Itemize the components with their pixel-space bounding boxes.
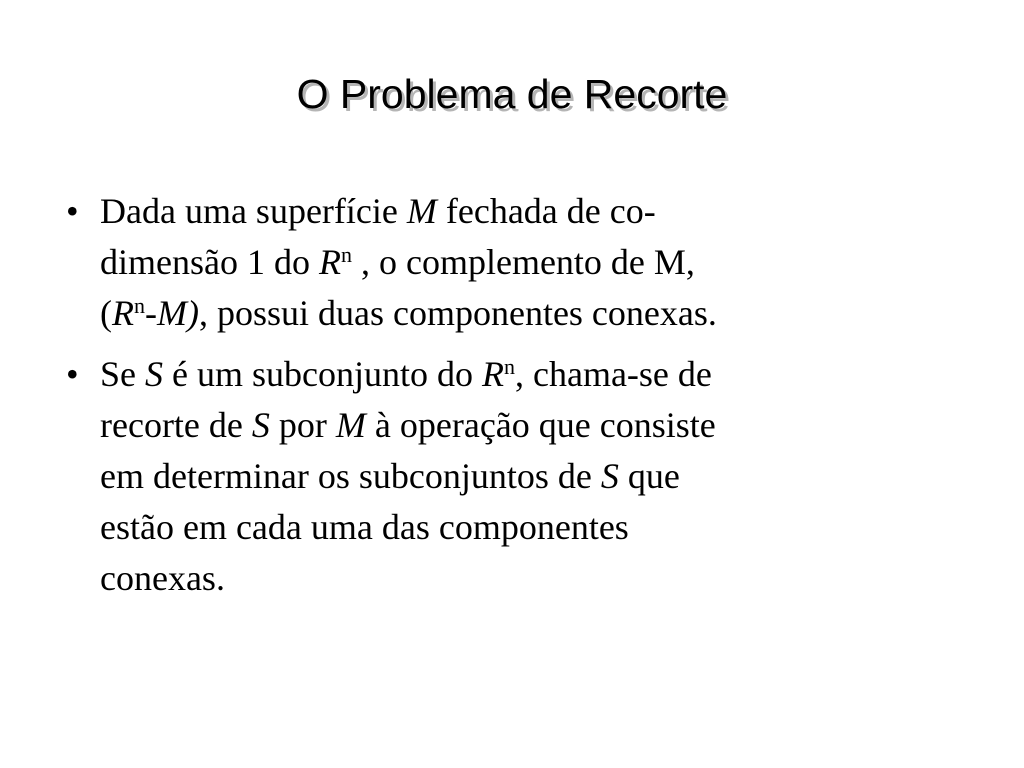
text-segment: fechada de co- — [436, 191, 656, 231]
text-segment: , chama-se de — [514, 354, 712, 394]
bullet-item — [64, 349, 934, 604]
bullet-list — [64, 186, 934, 614]
bullet-text-line — [100, 553, 934, 604]
text-segment: por — [269, 405, 336, 445]
math-symbol: S — [145, 354, 163, 394]
math-symbol: S — [251, 405, 270, 445]
bullet-text-line — [100, 237, 934, 288]
bullet-text-line — [100, 400, 934, 451]
superscript-text: n — [503, 354, 515, 379]
text-segment: em determinar os subconjuntos de — [100, 456, 601, 496]
text-segment: recorte de — [100, 405, 252, 445]
math-symbol: S — [600, 456, 619, 496]
bullet-marker: • — [66, 354, 79, 394]
bullet-text-line — [100, 502, 934, 553]
slide-title: O Problema de Recorte — [296, 71, 728, 117]
text-segment: Dada uma superfície — [100, 191, 407, 231]
math-symbol: M — [335, 405, 366, 445]
text-segment: à operação que consiste — [365, 405, 716, 445]
text-segment: conexas. — [100, 558, 225, 598]
math-symbol: -M) — [145, 293, 199, 333]
text-segment: que — [618, 456, 680, 496]
math-symbol: R — [318, 242, 341, 282]
text-segment: dimensão 1 do — [100, 242, 319, 282]
math-symbol: R — [112, 293, 134, 333]
math-symbol: R — [481, 354, 504, 394]
bullet-text-line — [100, 349, 934, 400]
text-segment: é um subconjunto do — [163, 354, 482, 394]
bullet-text-line — [100, 451, 934, 502]
text-segment: Se — [100, 354, 145, 394]
text-segment: , o complemento de M, — [351, 242, 695, 282]
bullet-text-line — [100, 288, 934, 339]
bullet-item — [64, 186, 934, 339]
superscript-text: n — [340, 242, 352, 267]
text-segment: ( — [100, 293, 112, 333]
bullet-marker: • — [66, 191, 79, 231]
bullet-text-line — [100, 186, 934, 237]
superscript-text: n — [134, 293, 145, 318]
text-segment: , possui duas componentes conexas. — [198, 293, 717, 333]
text-segment: estão em cada uma das componentes — [100, 507, 629, 547]
math-symbol: M — [406, 191, 437, 231]
